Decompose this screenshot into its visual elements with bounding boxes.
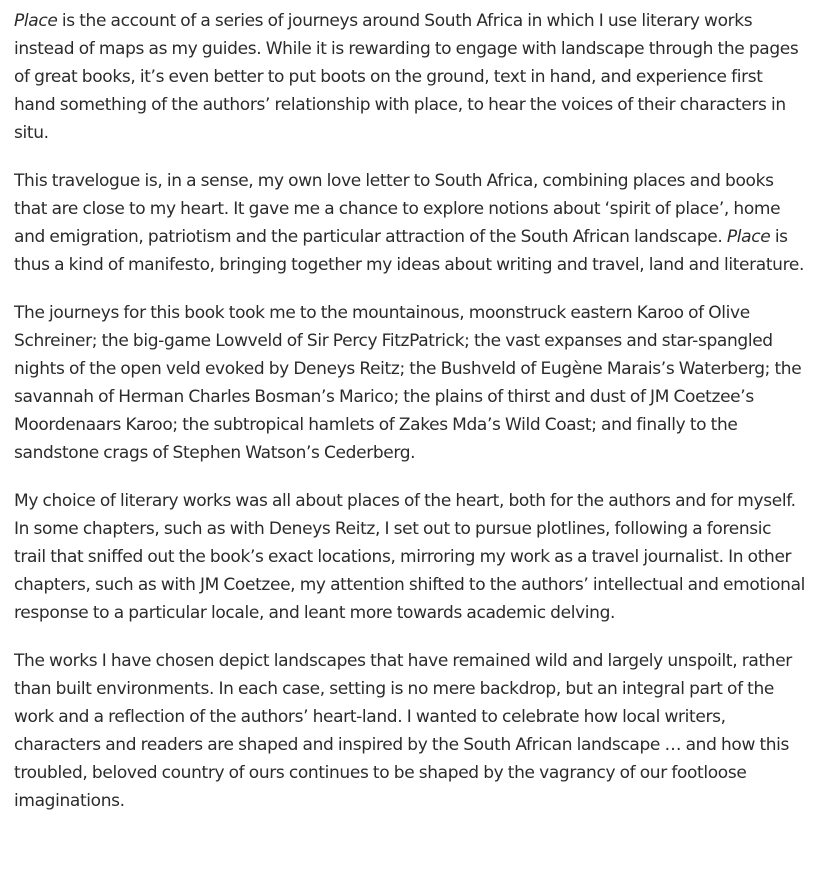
paragraph-intro xyxy=(14,7,806,147)
paragraph-text: The works I have chosen depict landscapes that have remained wild and largely unspoilt, rather than built environments. In each case, setting is no mere backdrop, but an integral part of the work and a reflection of the authors’ heart-land. I wanted to celebrate how local writers, characters and readers are shaped and inspired by the South African landscape … and how this troubled, beloved country of ours continues to be shaped by the vagrancy of our footloose imaginations. xyxy=(14,651,792,811)
paragraph-text: is thus a kind of manifesto, bringing together my ideas about writing and travel, land and literature. xyxy=(14,227,804,275)
paragraph-text: This travelogue is, in a sense, my own love letter to South Africa, combining places and books that are close to my heart. It gave me a chance to explore notions about ‘spirit of place’, home and emigration, patriotism and the particular attraction of the South African landscape. xyxy=(14,171,781,247)
paragraph-journeys xyxy=(14,299,806,467)
paragraph-travelogue xyxy=(14,167,806,279)
paragraph-text: My choice of literary works was all about places of the heart, both for the authors and for myself. In some chapters, such as with Deneys Reitz, I set out to pursue plotlines, following a forensic trail that sniffed out the book’s exact locations, mirroring my work as a travel journalist. In other chapters, such as with JM Coetzee, my attention shifted to the authors’ intellectual and emotional response to a particular locale, and leant more towards academic delving. xyxy=(14,491,806,623)
paragraph-literary-works xyxy=(14,487,806,627)
book-title-italic: Place xyxy=(14,11,58,31)
paragraph-landscapes xyxy=(14,647,806,815)
paragraph-text: is the account of a series of journeys around South Africa in which I use literary works instead of maps as my guides. While it is rewarding to engage with landscape through the pages of great books, it’s even better to put boots on the ground, text in hand, and experience first hand something of the authors’ relationship with place, to hear the voices of their characters in situ. xyxy=(14,11,799,143)
paragraph-text: The journeys for this book took me to the mountainous, moonstruck eastern Karoo of Olive Schreiner; the big-game Lowveld of Sir Percy FitzPatrick; the vast expanses and star-spangled nights of the open veld evoked by Deneys Reitz; the Bushveld of Eugène Marais’s Waterberg; the savannah of Herman Charles Bosman’s Marico; the plains of thirst and dust of JM Coetzee’s Moordenaars Karoo; the subtropical hamlets of Zakes Mda’s Wild Coast; and finally to the sandstone crags of Stephen Watson’s Cederberg. xyxy=(14,303,802,463)
book-title-italic: Place xyxy=(726,227,771,247)
